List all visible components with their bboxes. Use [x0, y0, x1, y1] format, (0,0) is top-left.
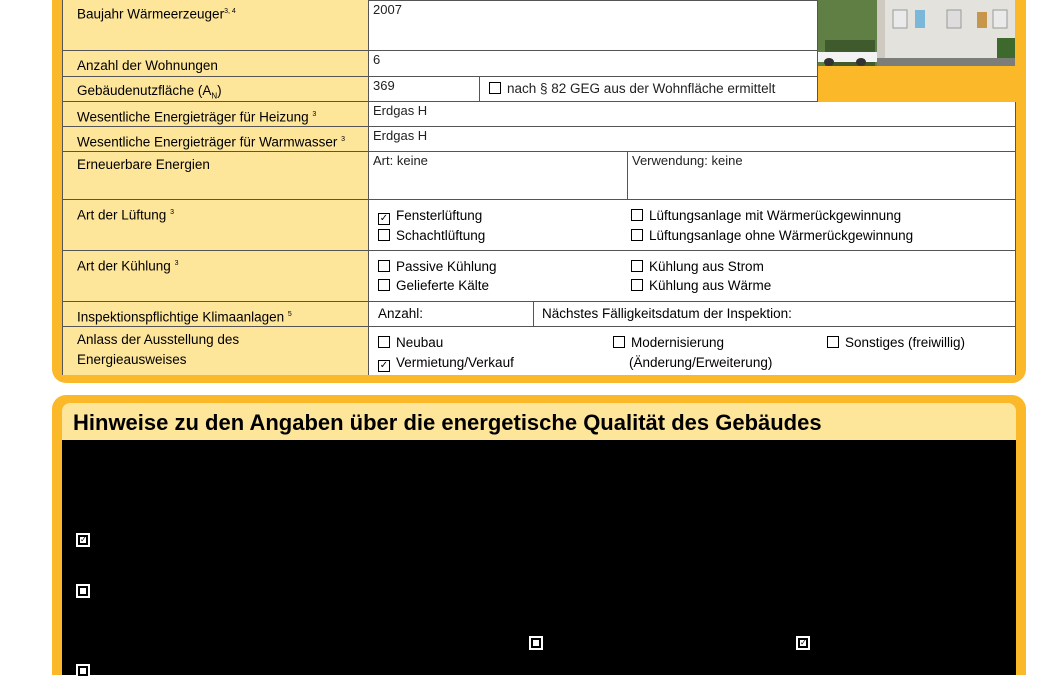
- anlass-option-label: Sonstiges (freiwillig): [845, 335, 966, 350]
- heizung-footnote: 3: [312, 111, 317, 118]
- lueftung-option-1[interactable]: [378, 228, 485, 244]
- nutzflaeche-value: 369: [368, 77, 480, 102]
- anlass-option-label: Modernisierung: [631, 335, 725, 350]
- nutzflaeche-label-sub: N: [211, 91, 218, 101]
- kuehlung-checkbox-1[interactable]: [378, 279, 390, 291]
- kuehlung-option-1[interactable]: [378, 278, 489, 294]
- lueftung-option-label: Lüftungsanlage ohne Wärmerückgewinnung: [649, 228, 914, 243]
- nutzflaeche-label-a: Gebäudenutzfläche (A: [77, 83, 212, 98]
- heizung-value: Erdgas H: [368, 102, 1016, 127]
- lueftung-option-3[interactable]: [631, 228, 913, 244]
- warmwasser-label-text: Wesentliche Energieträger für Warmwasser: [77, 134, 338, 150]
- wohnungen-label: Anzahl der Wohnungen: [62, 51, 368, 77]
- hinweise-title-bar: [62, 403, 1016, 440]
- kuehlung-option-2[interactable]: [631, 259, 764, 275]
- lueftung-checkbox-0[interactable]: ✓: [379, 213, 389, 224]
- kuehlung-option-label: Gelieferte Kälte: [396, 278, 490, 293]
- erneuerbar-verwendung: Verwendung: keine: [627, 152, 1016, 200]
- anlass-option-label: (Änderung/Erweiterung): [629, 355, 773, 370]
- kuehlung-checkbox-0[interactable]: [378, 260, 390, 272]
- anlass-label-line1: Anlass der Ausstellung des: [77, 332, 240, 347]
- anlass-option-4[interactable]: [827, 335, 965, 351]
- erneuerbar-art: Art: keine: [368, 152, 628, 200]
- klima-label-text: Inspektionspflichtige Klimaanlagen: [77, 309, 285, 325]
- kuehlung-option-label: Passive Kühlung: [396, 259, 497, 274]
- hinweise-checkbox-5[interactable]: [76, 664, 90, 678]
- warmwasser-label: [62, 127, 368, 152]
- lueftung-label-text: Art der Lüftung: [77, 207, 167, 223]
- heizung-label-text: Wesentliche Energieträger für Heizung: [77, 109, 309, 125]
- kuehlung-checkbox-2[interactable]: [631, 260, 643, 272]
- anlass-checkbox-4[interactable]: [827, 336, 839, 348]
- lueftung-option-0[interactable]: [378, 208, 482, 225]
- lueftung-option-label: Lüftungsanlage mit Wärmerückgewinnung: [649, 208, 902, 223]
- anlass-label-line2: Energieausweises: [77, 352, 187, 367]
- lueftung-option-2[interactable]: [631, 208, 901, 224]
- warmwasser-value: Erdgas H: [368, 127, 1016, 152]
- lueftung-checkbox-2[interactable]: [631, 209, 643, 221]
- hinweise-title: Hinweise zu den Angaben über die energetische Qualität des Gebäudes: [73, 410, 822, 435]
- lueftung-checkbox-1[interactable]: [378, 229, 390, 241]
- anlass-option-2[interactable]: [613, 335, 724, 351]
- kuehlung-option-3[interactable]: [631, 278, 771, 294]
- kuehlung-option-0[interactable]: [378, 259, 497, 275]
- hinweise-checkbox-1[interactable]: ✓: [76, 533, 90, 547]
- erneuerbar-label: Erneuerbare Energien: [62, 152, 368, 200]
- lueftung-label: [62, 200, 368, 251]
- baujahr-footnote: 3, 4: [224, 8, 236, 15]
- kuehlung-label: [62, 251, 368, 302]
- baujahr-label-text: Baujahr Wärmeerzeuger: [77, 6, 225, 22]
- nutzflaeche-checkbox[interactable]: [489, 82, 501, 94]
- hinweise-checkbox-2[interactable]: [76, 584, 90, 598]
- anlass-option-label: Neubau: [396, 335, 444, 350]
- hinweise-checkbox-4[interactable]: ✓: [796, 636, 810, 650]
- hinweise-checkbox-3[interactable]: [529, 636, 543, 650]
- lueftung-option-label: Fensterlüftung: [396, 208, 483, 223]
- baujahr-label: [62, 0, 368, 51]
- anlass-checkbox-2[interactable]: [613, 336, 625, 348]
- anlass-option-3: [629, 355, 772, 371]
- klima-label: [62, 302, 368, 327]
- kuehlung-label-text: Art der Kühlung: [77, 258, 171, 274]
- klima-footnote: 5: [287, 311, 292, 318]
- anlass-option-0[interactable]: [378, 335, 443, 351]
- nutzflaeche-check-label: nach § 82 GEG aus der Wohnfläche ermittelt: [507, 81, 776, 96]
- kuehlung-option-label: Kühlung aus Strom: [649, 259, 764, 274]
- heizung-label: [62, 102, 368, 127]
- lueftung-option-label: Schachtlüftung: [396, 228, 486, 243]
- anlass-option-label: Vermietung/Verkauf: [396, 355, 514, 370]
- lueftung-checkbox-3[interactable]: [631, 229, 643, 241]
- nutzflaeche-label-b: ): [217, 83, 222, 98]
- anlass-label: [62, 327, 368, 375]
- nutzflaeche-check-cell: [479, 77, 818, 102]
- kuehlung-footnote: 3: [174, 260, 179, 267]
- klima-faellig: Nächstes Fälligkeitsdatum der Inspektion:: [533, 302, 1016, 327]
- wohnungen-value: 6: [368, 51, 818, 77]
- anlass-checkbox-1[interactable]: ✓: [379, 360, 389, 371]
- anlass-checkbox-0[interactable]: [378, 336, 390, 348]
- building-photo: [817, 0, 1015, 66]
- baujahr-value: 2007: [368, 0, 818, 51]
- kuehlung-checkbox-3[interactable]: [631, 279, 643, 291]
- lueftung-footnote: 3: [170, 209, 174, 216]
- warmwasser-footnote: 3: [341, 136, 346, 143]
- kuehlung-option-label: Kühlung aus Wärme: [649, 278, 772, 293]
- klima-anzahl: Anzahl:: [368, 302, 534, 327]
- nutzflaeche-label: [62, 77, 368, 102]
- anlass-option-1[interactable]: [378, 355, 514, 372]
